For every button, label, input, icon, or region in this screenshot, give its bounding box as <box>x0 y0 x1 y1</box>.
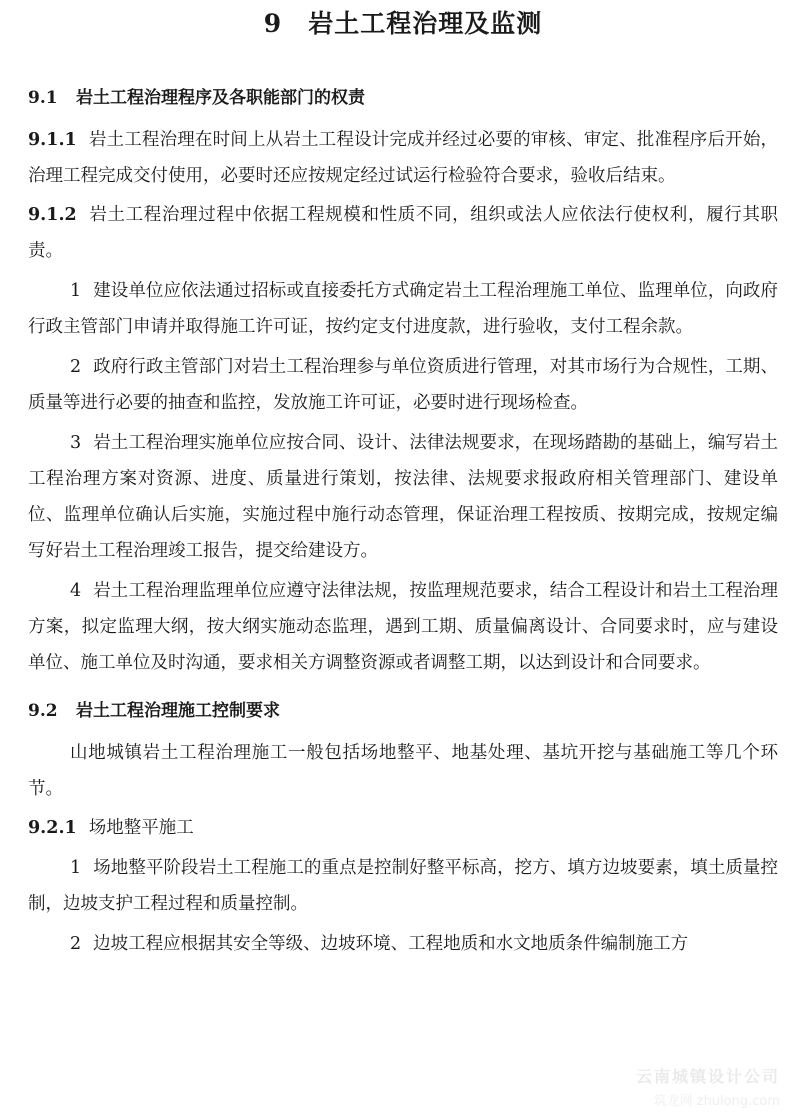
section-heading-9-2 <box>28 699 778 723</box>
clause-9-2-1 <box>28 810 778 846</box>
clause-number: 9.1.1 <box>28 130 77 150</box>
chapter-title-text: 岩土工程治理及监测 <box>308 9 543 38</box>
item-text: 岩土工程治理监理单位应遵守法律法规，按监理规范要求，结合工程设计和岩土工程治理方案，拟定监理大纲，按大纲实施动态监理，遇到工期、质量偏离设计、合同要求时，应与建设单位、施工单位及时沟通，要求相关方调整资源或者调整工期，以达到设计和合同要求。 <box>28 581 778 673</box>
list-item <box>28 273 778 345</box>
item-number: 1 <box>70 858 82 878</box>
item-text: 政府行政主管部门对岩土工程治理参与单位资质进行管理，对其市场行为合规性，工期、质量等进行必要的抽查和监控，发放施工许可证，必要时进行现场检查。 <box>28 357 778 413</box>
list-item <box>28 349 778 421</box>
list-item <box>28 573 778 681</box>
list-item <box>28 926 778 962</box>
clause-text: 场地整平施工 <box>88 818 194 838</box>
section-title: 岩土工程治理程序及各职能部门的权责 <box>76 88 365 108</box>
chapter-title <box>28 6 778 42</box>
section-number: 9.1 <box>28 88 58 108</box>
clause-9-1-2 <box>28 197 778 269</box>
item-number: 3 <box>70 433 82 453</box>
item-number: 2 <box>70 357 82 377</box>
list-item <box>28 850 778 922</box>
section-number: 9.2 <box>28 701 58 721</box>
section-intro: 山地城镇岩土工程治理施工一般包括场地整平、地基处理、基坑开挖与基础施工等几个环节。 <box>28 743 778 799</box>
clause-number: 9.1.2 <box>28 205 77 225</box>
clause-number: 9.2.1 <box>28 818 77 838</box>
chapter-number: 9 <box>263 9 283 38</box>
item-text: 边坡工程应根据其安全等级、边坡环境、工程地质和水文地质条件编制施工方 <box>93 934 689 954</box>
section-heading-9-1 <box>28 86 778 110</box>
watermark-line2: 筑龙网 zhulong.com <box>653 1094 780 1109</box>
item-text: 建设单位应依法通过招标或直接委托方式确定岩土工程治理施工单位、监理单位，向政府行政主管部门申请并取得施工许可证，按约定支付进度款，进行验收，支付工程余款。 <box>28 281 778 337</box>
watermark-line1: 云南城镇设计公司 <box>635 1067 780 1086</box>
clause-9-1-1 <box>28 122 778 194</box>
item-text: 岩土工程治理实施单位应按合同、设计、法律法规要求，在现场踏勘的基础上，编写岩土工程治理方案对资源、进度、质量进行策划，按法律、法规要求报政府相关管理部门、建设单位、监理单位确认后实施，实施过程中施行动态管理，保证治理工程按质、按期完成，按规定编写好岩土工程治理竣工报告，提交给建设方。 <box>28 433 778 561</box>
section-title: 岩土工程治理施工控制要求 <box>76 701 280 721</box>
item-number: 2 <box>70 934 82 954</box>
item-number: 4 <box>70 581 82 601</box>
clause-text: 岩土工程治理在时间上从岩土工程设计完成并经过必要的审核、审定、批准程序后开始，治理工程完成交付使用，必要时还应按规定经过试运行检验符合要求，验收后结束。 <box>28 130 778 186</box>
item-number: 1 <box>70 281 82 301</box>
item-text: 场地整平阶段岩土工程施工的重点是控制好整平标高，挖方、填方边坡要素，填土质量控制，边坡支护工程过程和质量控制。 <box>28 858 778 914</box>
clause-text: 岩土工程治理过程中依据工程规模和性质不同，组织或法人应依法行使权利，履行其职责。 <box>28 205 778 261</box>
list-item <box>28 425 778 569</box>
